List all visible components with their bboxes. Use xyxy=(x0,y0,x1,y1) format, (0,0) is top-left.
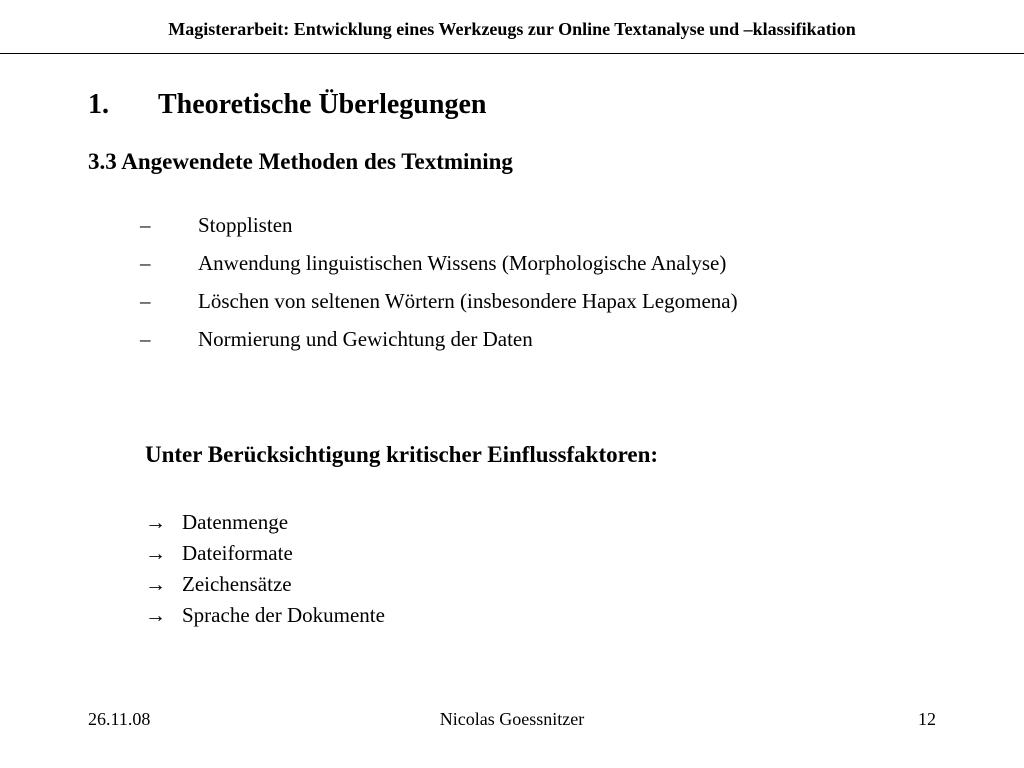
factor-list xyxy=(145,507,385,631)
list-item xyxy=(145,507,385,538)
dash-bullet: – xyxy=(140,251,151,275)
list-item xyxy=(140,282,738,320)
factors-heading: Unter Berücksichtigung kritischer Einflussfaktoren: xyxy=(145,442,659,467)
list-item xyxy=(145,538,385,569)
list-item xyxy=(140,206,738,244)
method-list xyxy=(140,206,738,358)
subsection-heading: 3.3 Angewendete Methoden des Textmining xyxy=(88,149,513,174)
list-item-text: Datenmenge xyxy=(182,510,289,534)
section-number: 1. xyxy=(88,89,109,120)
arrow-right-icon: → xyxy=(145,572,166,596)
list-item-text: Zeichensätze xyxy=(182,572,292,596)
page-number: 12 xyxy=(918,709,936,729)
footer-author: Nicolas Goessnitzer xyxy=(439,709,585,729)
dash-bullet: – xyxy=(140,213,151,237)
footer-date: 26.11.08 xyxy=(88,709,151,729)
arrow-right-icon: → xyxy=(145,541,166,565)
section-heading xyxy=(88,86,486,124)
dash-bullet: – xyxy=(140,327,151,351)
list-item-text: Löschen von seltenen Wörtern (insbesondere Hapax Legomena) xyxy=(198,289,738,313)
list-item xyxy=(145,600,385,631)
header-title: Magisterarbeit: Entwicklung eines Werkzeugs zur Online Textanalyse und –klassifikation xyxy=(168,19,856,39)
list-item-text: Stopplisten xyxy=(198,213,293,237)
list-item-text: Sprache der Dokumente xyxy=(182,603,385,627)
list-item-text: Dateiformate xyxy=(182,541,293,565)
list-item-text: Anwendung linguistischen Wissens (Morphologische Analyse) xyxy=(198,251,727,275)
dash-bullet: – xyxy=(140,289,151,313)
section-title: Theoretische Überlegungen xyxy=(158,89,487,120)
arrow-right-icon: → xyxy=(145,603,166,627)
list-item-text: Normierung und Gewichtung der Daten xyxy=(198,327,533,351)
list-item xyxy=(140,320,738,358)
arrow-right-icon: → xyxy=(145,510,166,534)
header-divider xyxy=(0,53,1024,54)
list-item xyxy=(145,569,385,600)
list-item xyxy=(140,244,738,282)
